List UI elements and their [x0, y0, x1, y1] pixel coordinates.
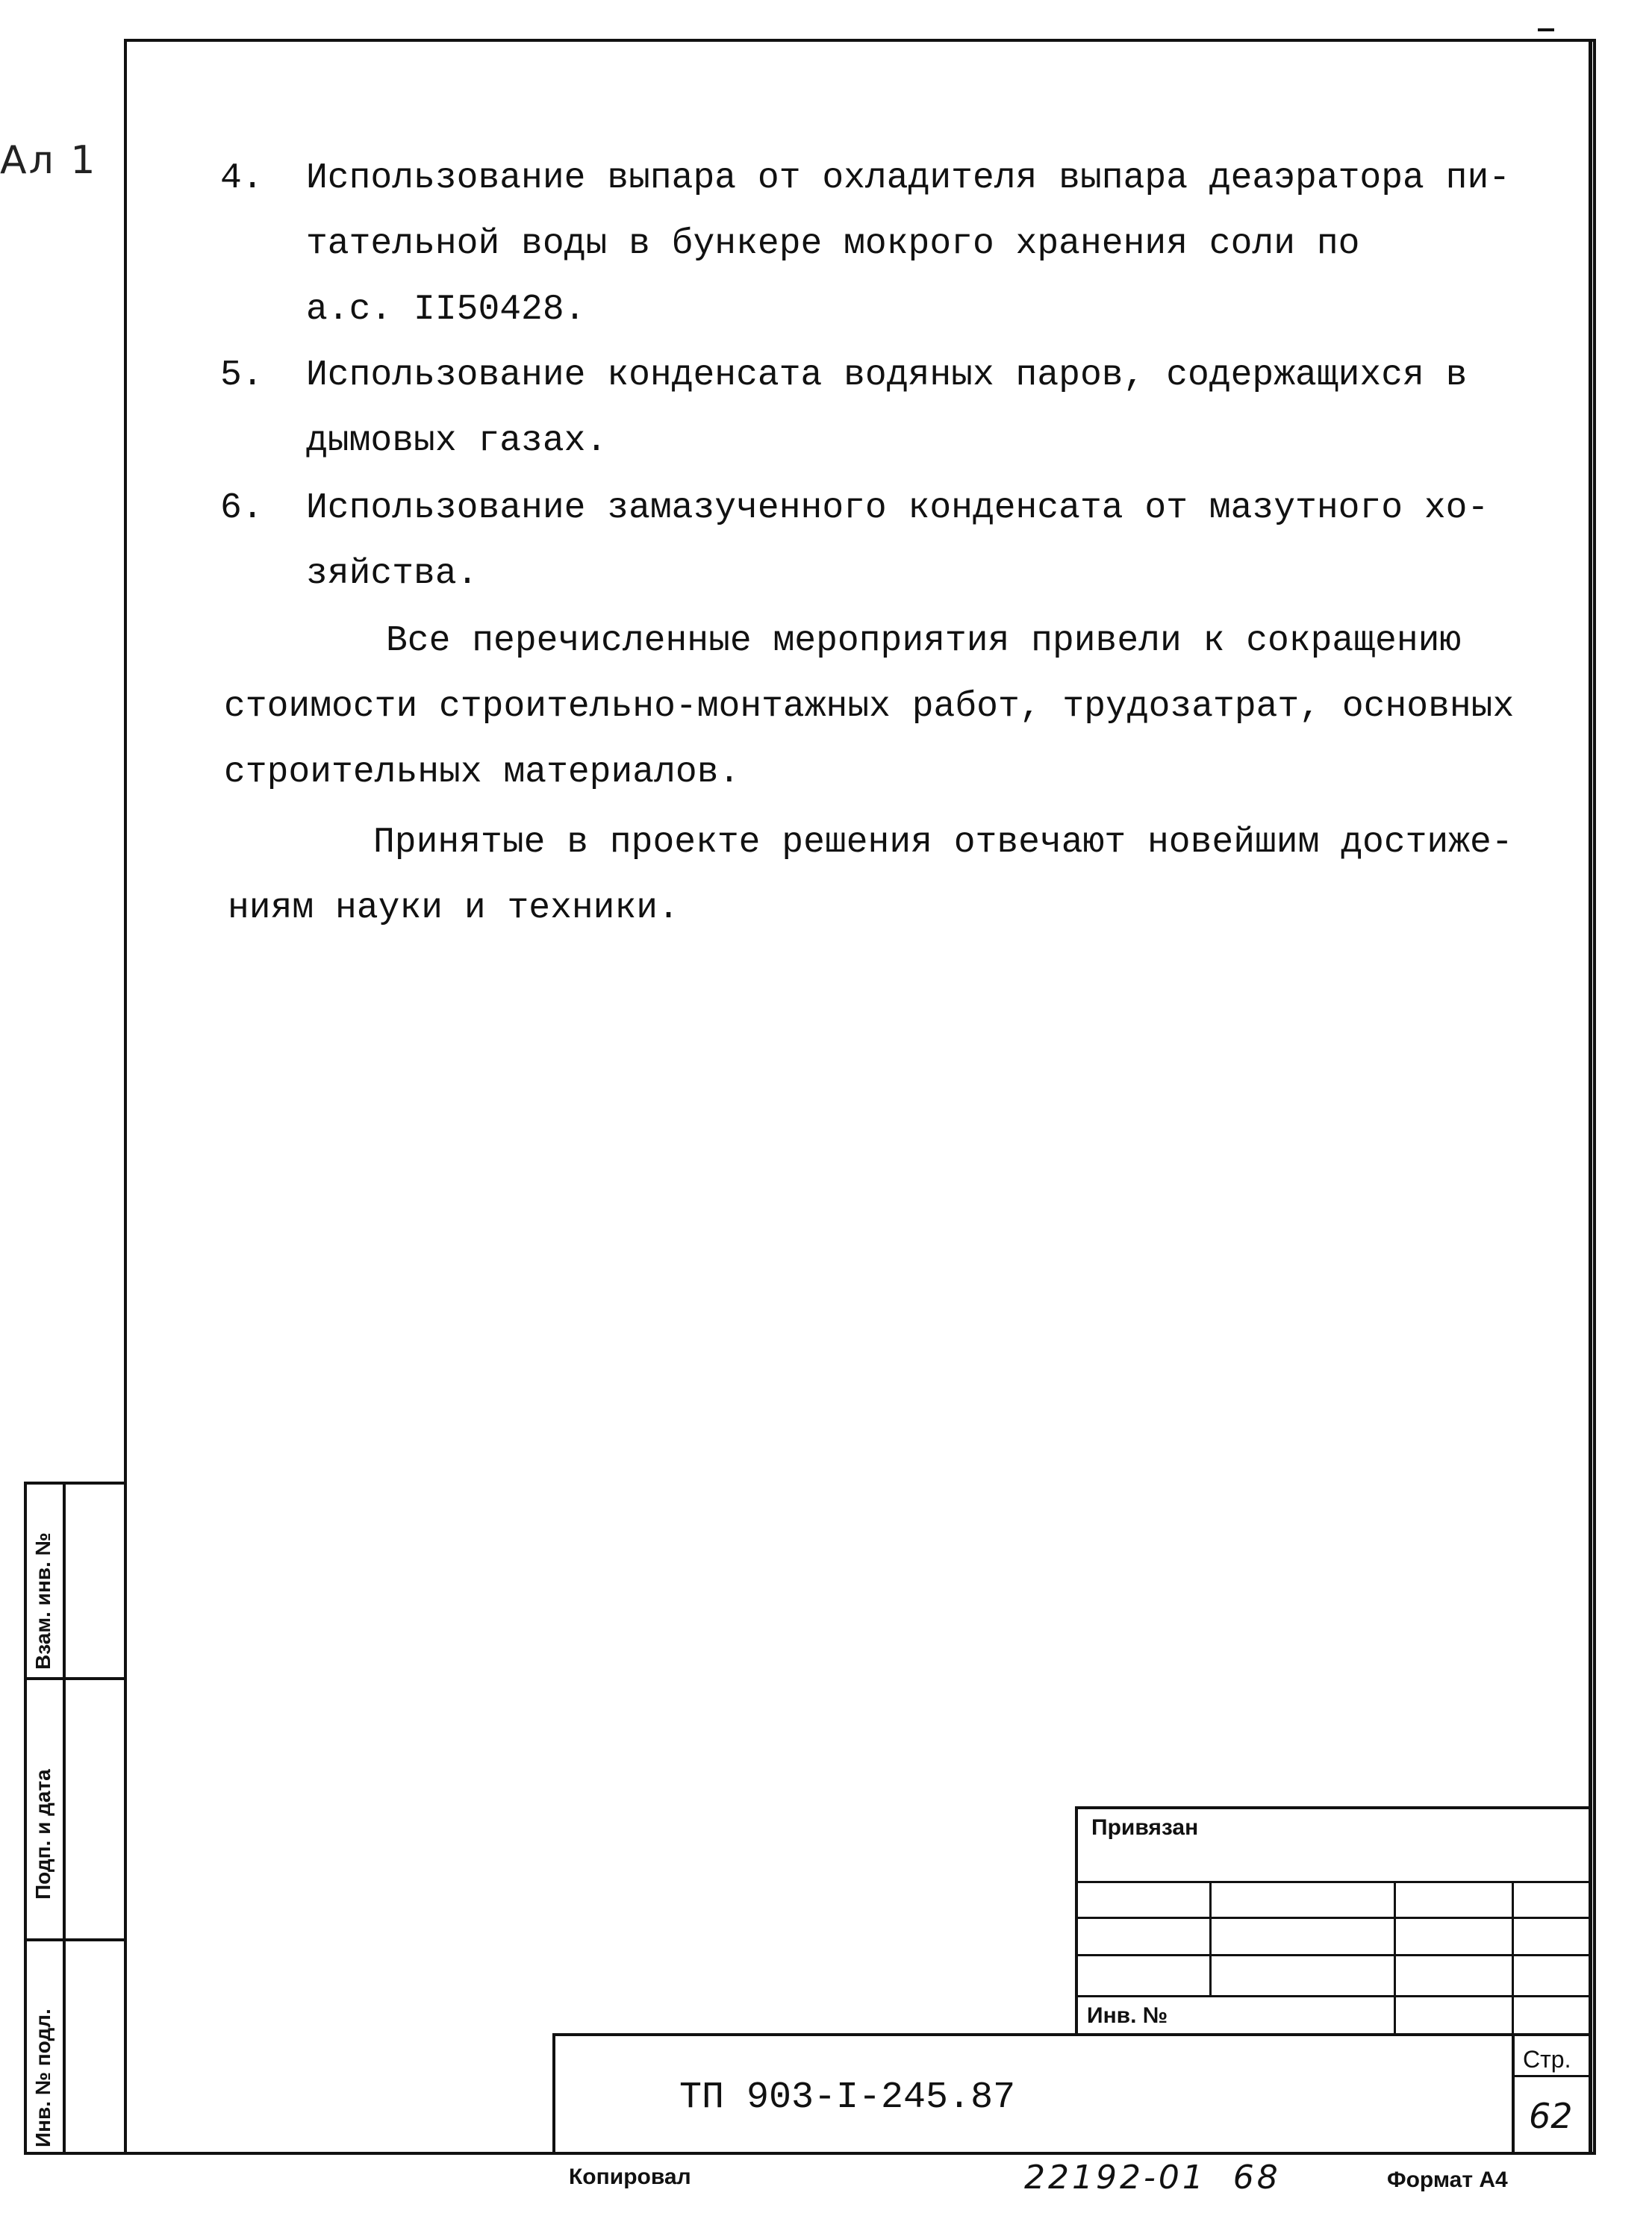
side-label-vzam: Взам. инв. №	[31, 1532, 54, 1670]
page-number: 62	[1529, 2096, 1573, 2136]
paragraph-line: Принятые в проекте решения отвечают новейшим достиже-	[373, 823, 1513, 863]
side-label-podp: Подп. и дата	[31, 1769, 54, 1900]
page-label: Стр.	[1523, 2046, 1571, 2073]
privyazan-label: Привязан	[1091, 1815, 1199, 1840]
frame-right-edge	[1589, 39, 1592, 2155]
paragraph-line: ниям науки и техники.	[228, 888, 679, 929]
margin-note: Ал 1	[0, 138, 98, 183]
item-number: 5.	[220, 355, 264, 396]
side-stamp-row-divider	[24, 1938, 127, 1941]
paragraph-line: строительных материалов.	[224, 752, 741, 793]
side-label-inv-podl: Инв. № подл.	[31, 2009, 54, 2147]
item-number: 6.	[220, 488, 264, 528]
item-line: Использование конденсата водяных паров, содержащихся в	[306, 355, 1468, 396]
format-label: Формат А4	[1387, 2168, 1508, 2192]
side-stamp	[24, 1482, 127, 2155]
item-line: дымовых газах.	[306, 421, 608, 461]
item-line: Использование выпара от охладителя выпара деаэратора пи-	[306, 158, 1511, 199]
item-line: тательной воды в бункере мокрого хранения соли по	[306, 224, 1360, 264]
paragraph-line: стоимости строительно-монтажных работ, трудозатрат, основных	[224, 687, 1515, 727]
handwritten-code: 22192-01 68	[1024, 2159, 1281, 2197]
item-line: а.с. II50428.	[306, 290, 586, 330]
item-number: 4.	[220, 158, 264, 199]
frame-mark	[1538, 28, 1554, 31]
copied-label: Копировал	[569, 2165, 691, 2189]
inv-label: Инв. №	[1087, 2003, 1168, 2028]
item-line: зяйства.	[306, 554, 479, 594]
item-line: Использование замазученного конденсата от мазутного хо-	[306, 488, 1489, 528]
side-stamp-divider	[63, 1482, 66, 2155]
document-code: ТП 903-I-245.87	[679, 2076, 1016, 2119]
side-stamp-row-divider	[24, 1677, 127, 1680]
paragraph-line: Все перечисленные мероприятия привели к сокращению	[386, 621, 1462, 661]
